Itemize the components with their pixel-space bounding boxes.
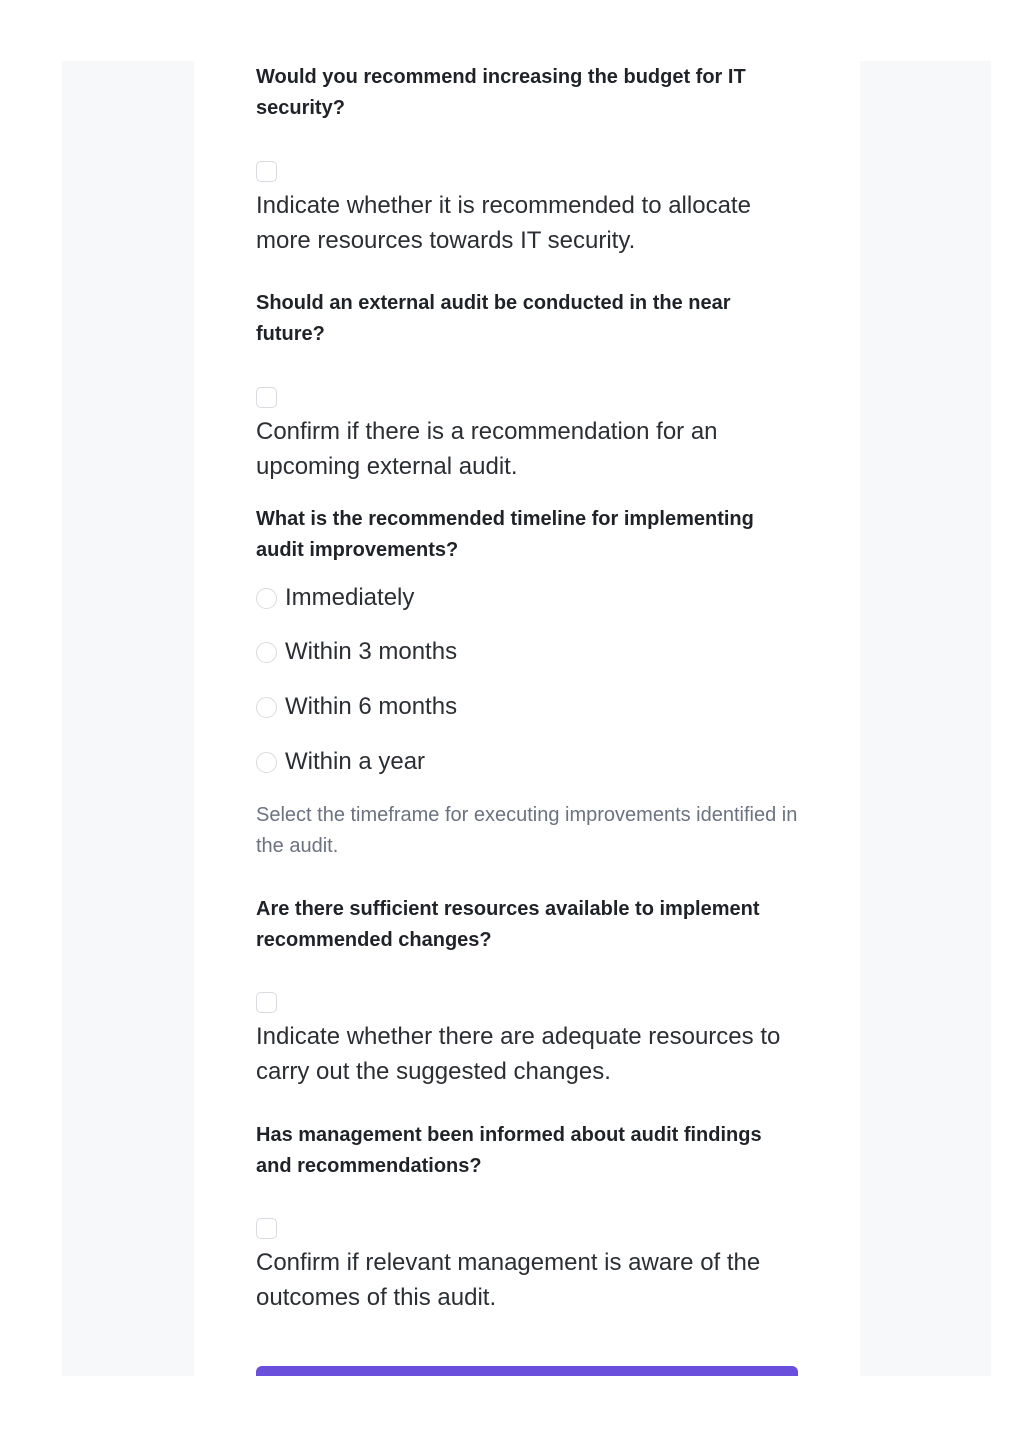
management-informed-checkbox[interactable] — [256, 1218, 277, 1239]
question-label: Are there sufficient resources available to implement recommended changes? — [256, 898, 760, 951]
question-label: Would you recommend increasing the budget for IT security? — [256, 66, 746, 119]
question-hint: Confirm if there is a recommendation for an upcoming external audit. — [256, 418, 718, 480]
form-card — [194, 61, 860, 1376]
question-hint: Indicate whether there are adequate resources to carry out the suggested changes. — [256, 1023, 781, 1085]
radio-label: Within a year — [285, 748, 426, 775]
radio-button[interactable] — [256, 697, 277, 718]
radio-label: Immediately — [285, 584, 415, 611]
budget-checkbox[interactable] — [256, 161, 277, 182]
radio-label: Within 3 months — [285, 638, 458, 665]
question-hint: Confirm if relevant management is aware of the outcomes of this audit. — [256, 1249, 761, 1311]
question-label: What is the recommended timeline for implementing audit improvements? — [256, 508, 754, 561]
radio-button[interactable] — [256, 642, 277, 663]
radio-button[interactable] — [256, 588, 277, 609]
radio-label: Within 6 months — [285, 693, 458, 720]
form-viewport — [62, 61, 991, 1376]
question-hint: Indicate whether it is recommended to allocate more resources towards IT security. — [256, 192, 751, 254]
submit-button[interactable] — [256, 1366, 798, 1376]
resources-checkbox[interactable] — [256, 992, 277, 1013]
timeline-hint: Select the timeframe for executing improvements identified in the audit. — [256, 804, 798, 857]
timeline-option[interactable] — [256, 747, 425, 777]
question-budget — [256, 62, 798, 124]
question-label: Should an external audit be conducted in the near future? — [256, 292, 731, 345]
timeline-option[interactable] — [256, 692, 457, 722]
timeline-option[interactable] — [256, 637, 457, 667]
radio-button[interactable] — [256, 752, 277, 773]
question-label: Has management been informed about audit findings and recommendations? — [256, 1124, 762, 1177]
timeline-option[interactable] — [256, 583, 414, 613]
external-audit-checkbox[interactable] — [256, 387, 277, 408]
